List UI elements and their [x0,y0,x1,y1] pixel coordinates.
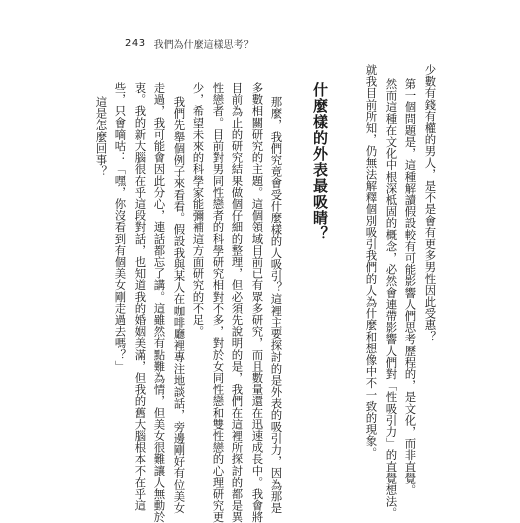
text-column: 少數有錢有權的男人，是不是會有更多男性因此受惠？ [423,64,438,343]
section-heading: 什麼樣的外表最吸睛？ [311,82,329,242]
page-header [125,36,254,50]
text-column: 就我目前所知，仍無法解釋個別吸引我們的人為什麼和想像中不一致的現象。 [364,64,379,459]
page-number: 243 [125,37,146,49]
text-column: 衷。我的新大腦很在乎這段對話，也知道我的婚姻美滿，但我的舊大腦根本不在乎這 [133,82,148,512]
running-title: 我們為什麼這樣思考？ [153,39,254,51]
text-column: 多數相關研究的主題。這個領域目前已有眾多研究，而且數量還在迅速成長中。我會將 [250,82,265,523]
text-column: 第一個問題是，這種解讀假設較有可能影響人們思考歷程的，是文化，而非直覺。 [403,78,418,496]
text-column: 我們先舉個例子來看看。假設我與某人在咖啡廳裡專注地談話，旁邊剛好有位美女 [172,96,187,514]
text-column: 這是怎麼回事？ [94,96,109,178]
text-column: 性戀者。目前對男同性戀者的科學研究相對不多，對於女同性戀和雙性戀的心理研究更 [211,82,226,523]
text-column: 少，希望未來的科學家能彌補這方面研究的不足。 [191,82,206,338]
text-column: 然而這種在文化中根深柢固的概念，必然會連帶影響人們對「性吸引力」的直覺想法。 [384,78,399,519]
text-column: 目前為止的研究結果做個仔細的整理，但必須先說明的是，我們在這裡所探討的都是異 [230,82,245,523]
text-column: 那麼，我們究竟會受什麼樣的人吸引？這裡主要探討的是外表的吸引力，因為那是 [269,96,284,514]
text-column: 走過，我可能會因此分心，連話都忘了講。這雖然有點難為情，但美女很難讓人無動於 [152,82,167,523]
text-column: 些，只會嘀咕：「嘿，你沒看到有個美女剛走過去嗎？」 [113,82,128,372]
